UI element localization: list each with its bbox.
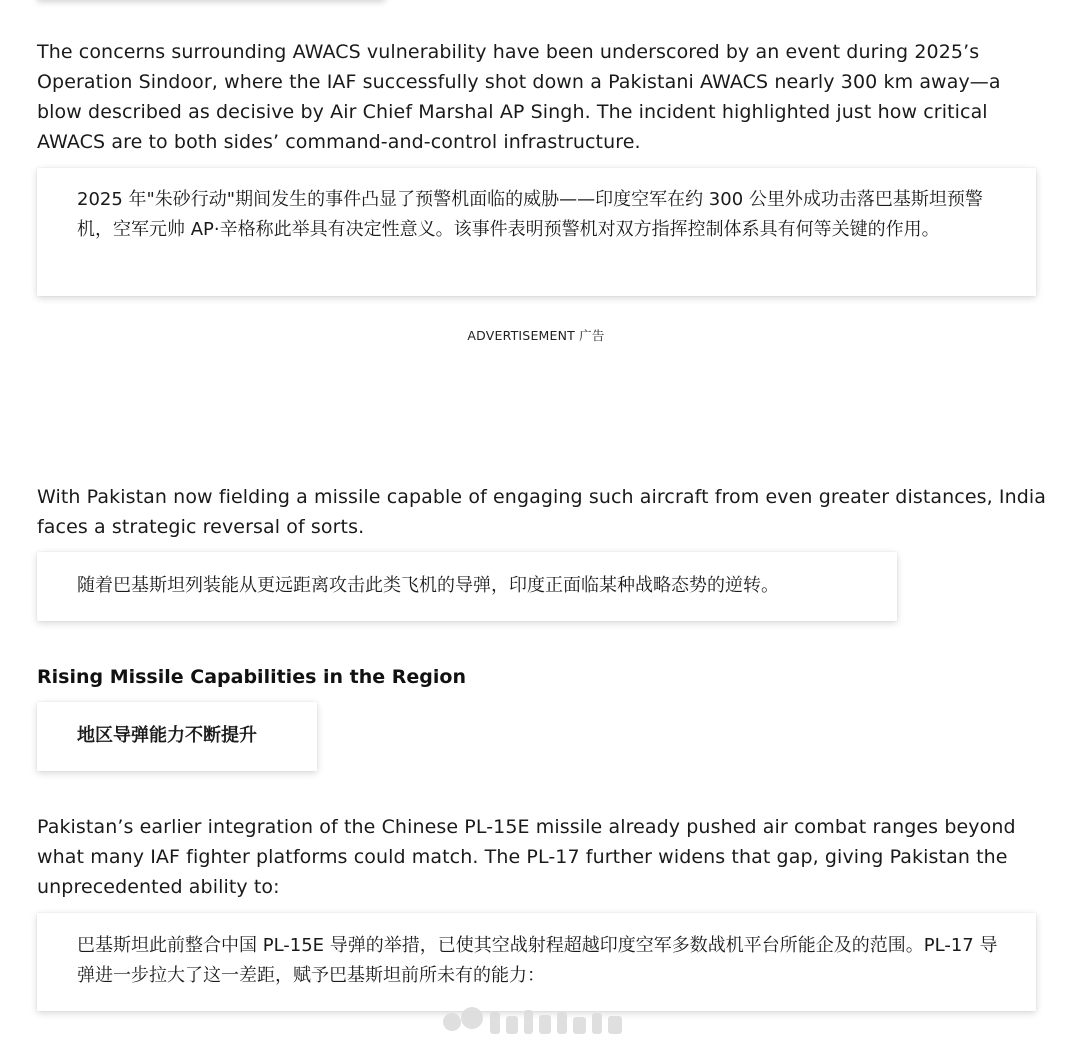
watermark-logo-icon: [440, 1002, 640, 1038]
translation-box-awacs: [37, 168, 1036, 296]
translation-box-heading: [37, 702, 317, 771]
translation-text-heading: 地区导弹能力不断提升: [77, 725, 257, 746]
translation-text-awacs: 2025 年"朱砂行动"期间发生的事件凸显了预警机面临的威胁——印度空军在约 300 公里外成功击落巴基斯坦预警机，空军元帅 AP·辛格称此举具有决定性意义。该事件表明预警机对双方指挥控制体系具有何等关键的作用。: [77, 189, 983, 240]
translation-box-reversal: [37, 552, 897, 621]
paragraph-awacs-concerns: The concerns surrounding AWACS vulnerability have been underscored by an event during 2025’s Operation Sindoor, where the IAF successfully shot down a Pakistani AWACS nearly 300 km away—a blow described as decisive by Air Chief Marshal AP Singh. The incident highlighted just how critical AWACS are to both sides’ command-and-control infrastructure.: [37, 41, 1001, 153]
paragraph-strategic-reversal: With Pakistan now fielding a missile capable of engaging such aircraft from even greater distances, India faces a strategic reversal of sorts.: [37, 486, 1047, 538]
advertisement-label: ADVERTISEMENT 广告: [467, 328, 605, 343]
translation-text-reversal: 随着巴基斯坦列装能从更远距离攻击此类飞机的导弹，印度正面临某种战略态势的逆转。: [77, 575, 779, 596]
paragraph-pl15e-integration: Pakistan’s earlier integration of the Chinese PL-15E missile already pushed air combat ranges beyond what many IAF fighter platforms could match. The PL-17 further widens that gap, giving Pakistan the unprecedented ability to:: [37, 816, 1016, 898]
translation-text-pl15e: 巴基斯坦此前整合中国 PL-15E 导弹的举措，已使其空战射程超越印度空军多数战机平台所能企及的范围。PL-17 导弹进一步拉大了这一差距，赋予巴基斯坦前所未有的能力：: [77, 935, 998, 986]
translation-box-pl15e: [37, 913, 1036, 1011]
section-heading: Rising Missile Capabilities in the Region: [37, 666, 466, 688]
